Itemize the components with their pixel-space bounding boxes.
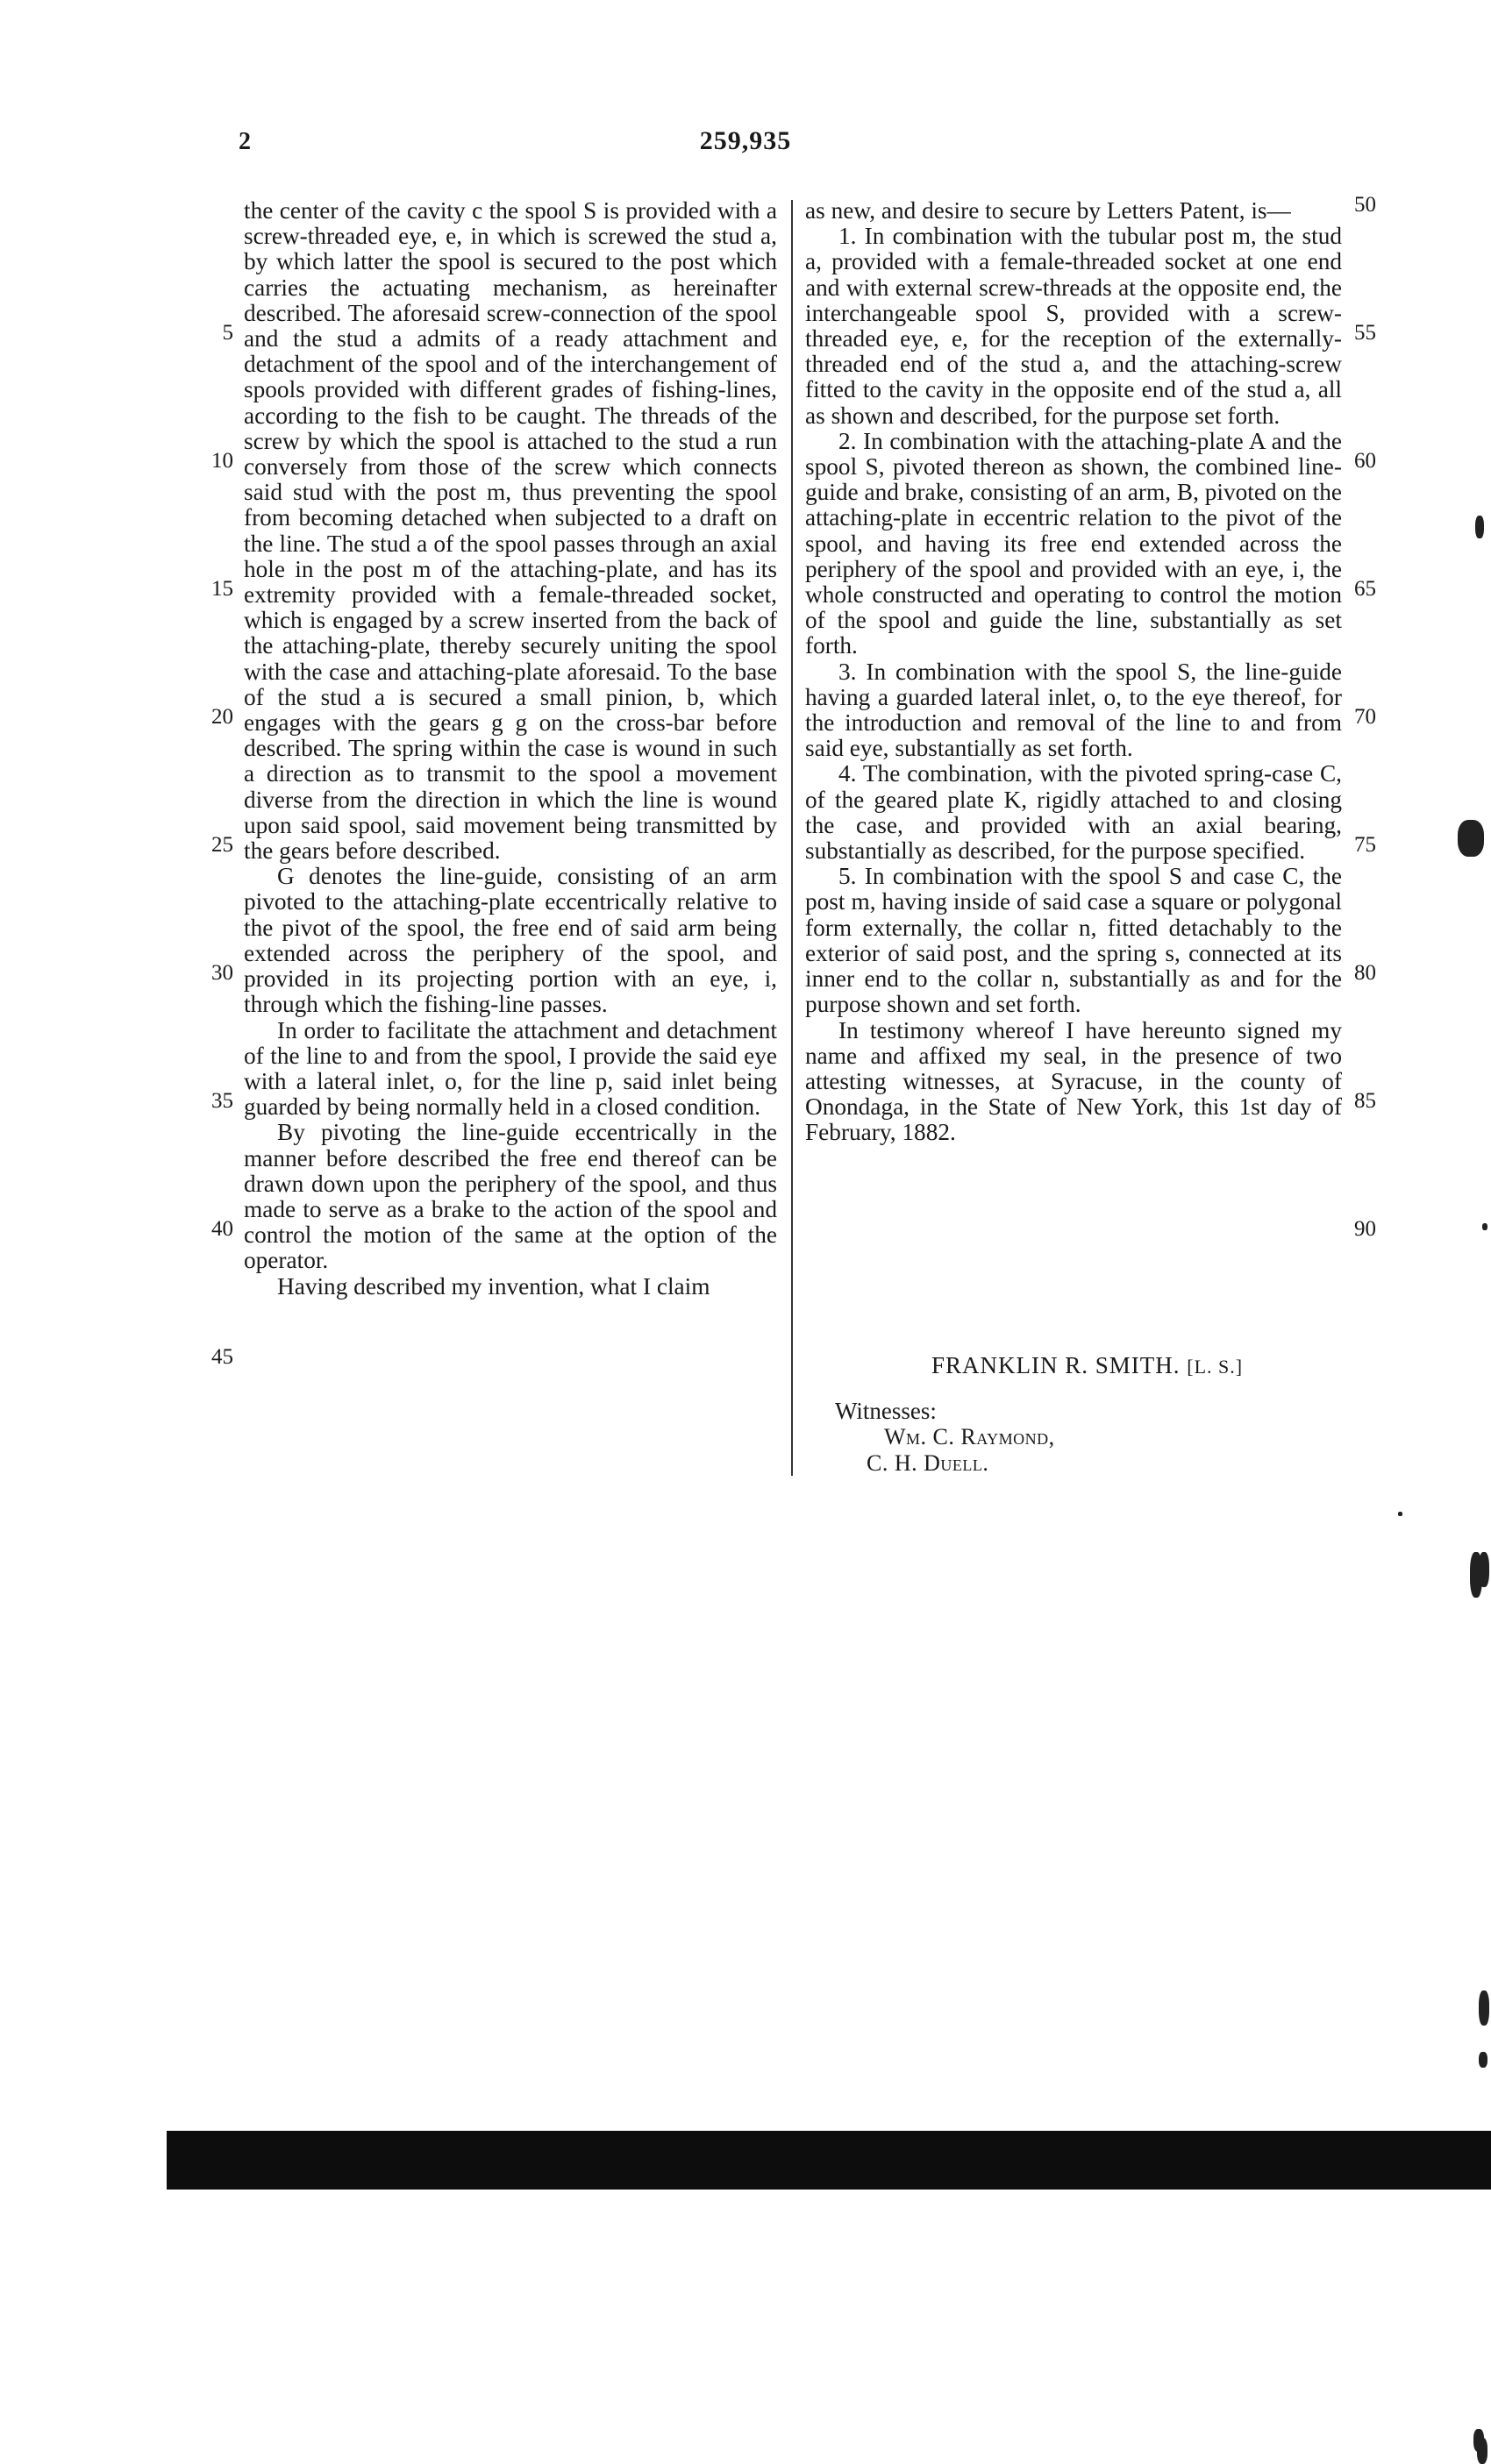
line-number: 80 bbox=[1354, 961, 1376, 985]
scan-speck bbox=[1482, 1223, 1487, 1230]
claim-3: 3. In combination with the spool S, the line-guide having a guarded lateral inlet, o, to the eye thereof, for the introduction and removal of the line to and from said eye, substantially as set forth. bbox=[805, 658, 1342, 762]
witness-name: Wm. C. Raymond, bbox=[884, 1424, 1055, 1449]
witness-name: C. H. Duell. bbox=[867, 1450, 989, 1476]
line-number: 65 bbox=[1354, 577, 1376, 601]
patent-number: 259,935 bbox=[699, 126, 792, 155]
line-number: 60 bbox=[1354, 449, 1376, 473]
line-number: 50 bbox=[1354, 193, 1376, 217]
testimony: In testimony whereof I have hereunto signed my name and affixed my seal, in the presence of two attesting witnesses, at Syracuse, in the county of Onondaga, in the State of New York, this 1st day of February, 1882. bbox=[805, 1016, 1342, 1146]
line-number: 75 bbox=[1354, 833, 1376, 857]
inventor-name: FRANKLIN R. SMITH. bbox=[931, 1352, 1181, 1378]
line-number: 55 bbox=[1354, 321, 1376, 345]
paragraph: as new, and desire to secure by Letters Patent, is— bbox=[805, 197, 1291, 224]
line-number: 40 bbox=[211, 1217, 233, 1241]
left-column bbox=[244, 198, 777, 1300]
claim-4: 4. The combination, with the pivoted spring-case C, of the geared plate K, rigidly attached to and closing the case, and provided with an axial bearing, substantially as described, for the purpose specified. bbox=[805, 760, 1342, 865]
scan-speck bbox=[1458, 820, 1484, 857]
line-number: 15 bbox=[211, 577, 233, 601]
scan-speck bbox=[1475, 516, 1484, 538]
scan-speck bbox=[1398, 1512, 1402, 1516]
line-number: 90 bbox=[1354, 1217, 1376, 1241]
line-number: 5 bbox=[222, 321, 233, 345]
scan-speck bbox=[1479, 1552, 1489, 1587]
line-number: 70 bbox=[1354, 705, 1376, 729]
witnesses-label: Witnesses: bbox=[835, 1398, 937, 1424]
line-number: 45 bbox=[211, 1345, 233, 1369]
claim-1: 1. In combination with the tubular post m, the stud a, provided with a female-threaded socket at one end and with external screw-threads at the opposite end, the interchangeable spool S, provided with a screw-threaded eye, e, for the reception of the externally-threaded end of the stud a, and the attaching-screw fitted to the cavity in the opposite end of the stud a, all as shown and described, for the purpose set forth. bbox=[805, 223, 1342, 429]
line-number: 85 bbox=[1354, 1089, 1376, 1113]
paragraph: the center of the cavity c the spool S is provided with a screw-threaded eye, e, in which is screwed the stud a, by which latter the spool is secured to the post which carries the actuating mechanism, as hereinafter described. The aforesaid screw-connection of the spool and the stud a admits of a ready attachment and detachment of the spool and of the interchangement of spools provided with different grades of fishing-lines, according to the fish to be caught. The threads of the screw by which the spool is attached to the stud a run conversely from those of the screw which connects said stud with the post m, thus preventing the spool from becoming detached when subjected to a draft on the line. The stud a of the spool passes through an axial hole in the post m of the attaching-plate, and has its extremity provided with a female-threaded socket, which is engaged by a screw inserted from the back of the attaching-plate, thereby securely uniting the spool with the case and attaching-plate aforesaid. To the base of the stud a is secured a small pinion, b, which engages with the gears g g on the cross-bar before described. The spring within the case is wound in such a direction as to transmit to the spool a movement diverse from the direction in which the line is wound upon said spool, said movement being transmitted by the gears before described. bbox=[244, 197, 777, 865]
scan-border-bar bbox=[167, 2131, 1491, 2190]
scan-speck bbox=[1479, 1990, 1489, 2026]
scan-speck bbox=[1479, 2052, 1487, 2068]
paragraph: By pivoting the line-guide eccentrically in the manner before described the free end thereof can be drawn down upon the periphery of the spool, and thus made to serve as a brake to the action of the spool and control the motion of the same at the option of the operator. bbox=[244, 1119, 777, 1274]
column-divider bbox=[791, 200, 793, 1476]
page-number: 2 bbox=[239, 128, 251, 155]
paragraph: G denotes the line-guide, consisting of an arm pivoted to the attaching-plate eccentrically relative to the pivot of the spool, the free end of said arm being extended across the periphery of the spool, and provided in its projecting portion with an eye, i, through which the fishing-line passes. bbox=[244, 863, 777, 1018]
line-number: 10 bbox=[211, 449, 233, 473]
line-number: 30 bbox=[211, 961, 233, 985]
scan-speck bbox=[1477, 2438, 1487, 2464]
paragraph: Having described my invention, what I claim bbox=[277, 1272, 710, 1300]
right-column bbox=[805, 198, 1342, 1146]
line-number: 25 bbox=[211, 833, 233, 857]
paragraph: In order to facilitate the attachment and detachment of the line to and from the spool, I provide the said eye with a lateral inlet, o, for the line p, said inlet being guarded by being normally held in a closed condition. bbox=[244, 1016, 777, 1121]
line-number: 35 bbox=[211, 1089, 233, 1113]
claim-2: 2. In combination with the attaching-plate A and the spool S, pivoted thereon as shown, the combined line-guide and brake, consisting of an arm, B, pivoted on the attaching-plate in eccentric relation to the pivot of the spool, and having its free end extended across the periphery of the spool and provided with an eye, i, the whole constructed and operating to control the motion of the spool and guide the line, substantially as set forth. bbox=[805, 427, 1342, 659]
line-number: 20 bbox=[211, 705, 233, 729]
claim-5: 5. In combination with the spool S and case C, the post m, having inside of said case a square or polygonal form externally, the collar n, fitted detachably to the exterior of said post, and the spring s, connected at its inner end to the collar n, substantially as and for the purpose shown and set forth. bbox=[805, 863, 1342, 1018]
signature-block bbox=[931, 1352, 1243, 1379]
seal-mark: [L. S.] bbox=[1187, 1356, 1244, 1378]
